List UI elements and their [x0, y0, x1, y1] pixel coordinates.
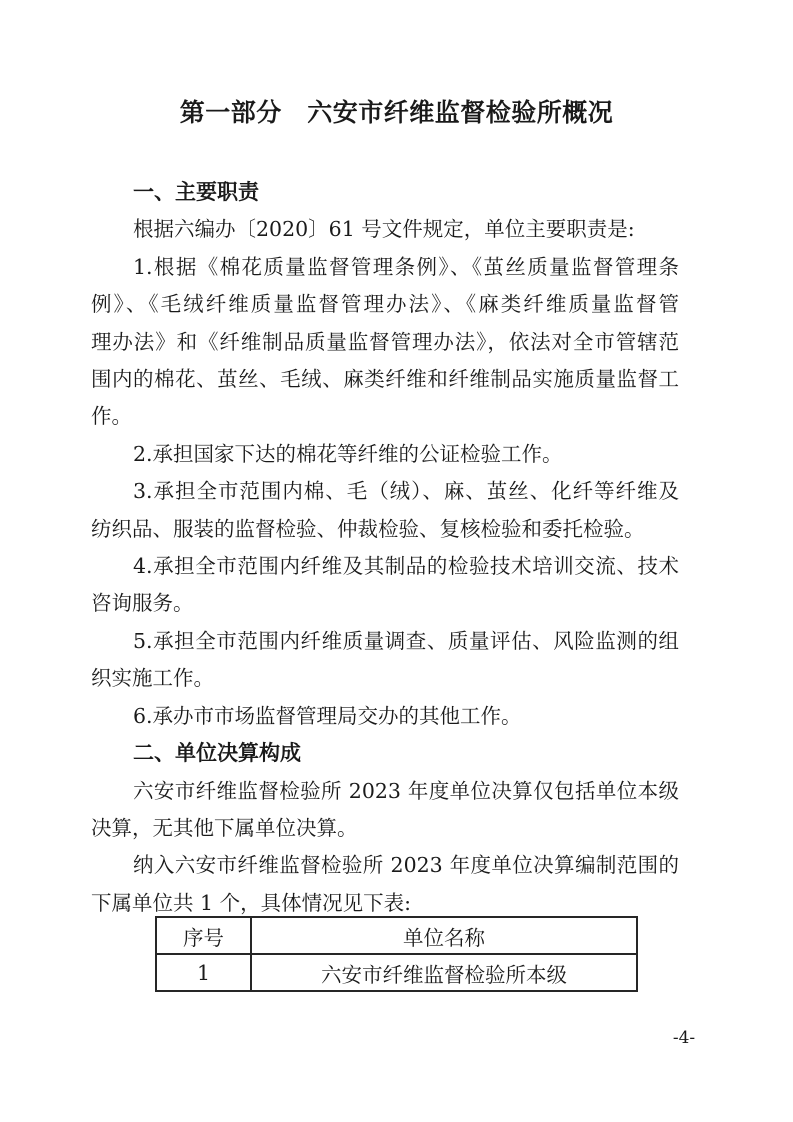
body-line: 织实施工作。 — [91, 666, 214, 691]
body-line: 六安市纤维监督检验所 2023 年度单位决算仅包括单位本级 — [133, 778, 679, 803]
subordinate-units-table — [155, 916, 638, 992]
table-row — [156, 954, 637, 991]
body-line: 咨询服务。 — [91, 591, 194, 616]
section-2-heading: 二、单位决算构成 — [133, 741, 301, 766]
table-header-unit-name: 单位名称 — [251, 917, 637, 954]
body-line: 5.承担全市范围内纤维质量调查、质量评估、风险监测的组 — [133, 628, 679, 653]
body-line: 例》、《毛绒纤维质量监督管理办法》、《麻类纤维质量监督管 — [91, 292, 679, 317]
body-line: 纺织品、服装的监督检验、仲裁检验、复核检验和委托检验。 — [91, 516, 645, 541]
body-line: 决算，无其他下属单位决算。 — [91, 815, 358, 840]
body-line: 作。 — [91, 404, 132, 429]
table-cell-serial-number: 1 — [156, 954, 251, 991]
section-1-heading: 一、主要职责 — [133, 180, 259, 204]
body-line: 围内的棉花、茧丝、毛绒、麻类纤维和纤维制品实施质量监督工 — [91, 367, 679, 392]
body-line: 3.承担全市范围内棉、毛（绒）、麻、茧丝、化纤等纤维及 — [133, 479, 679, 504]
body-line: 2.承担国家下达的棉花等纤维的公证检验工作。 — [133, 441, 563, 466]
body-line: 纳入六安市纤维监督检验所 2023 年度单位决算编制范围的 — [133, 853, 679, 878]
body-line: 1.根据《棉花质量监督管理条例》、《茧丝质量监督管理条 — [133, 254, 679, 279]
body-line: 根据六编办〔2020〕61 号文件规定，单位主要职责是: — [133, 217, 635, 242]
body-line: 理办法》和《纤维制品质量监督管理办法》，依法对全市管辖范 — [91, 329, 679, 354]
document-title: 第一部分 六安市纤维监督检验所概况 — [179, 98, 614, 127]
document-body — [91, 174, 679, 922]
page-number: -4- — [672, 1028, 696, 1048]
table-header-row — [156, 917, 637, 954]
body-line: 4.承担全市范围内纤维及其制品的检验技术培训交流、技术 — [133, 554, 679, 579]
body-line: 下属单位共 1 个，具体情况见下表: — [91, 890, 411, 915]
body-line: 6.承办市市场监督管理局交办的其他工作。 — [133, 703, 522, 728]
table-cell-unit-name: 六安市纤维监督检验所本级 — [251, 954, 637, 991]
table-header-serial-number: 序号 — [156, 917, 251, 954]
